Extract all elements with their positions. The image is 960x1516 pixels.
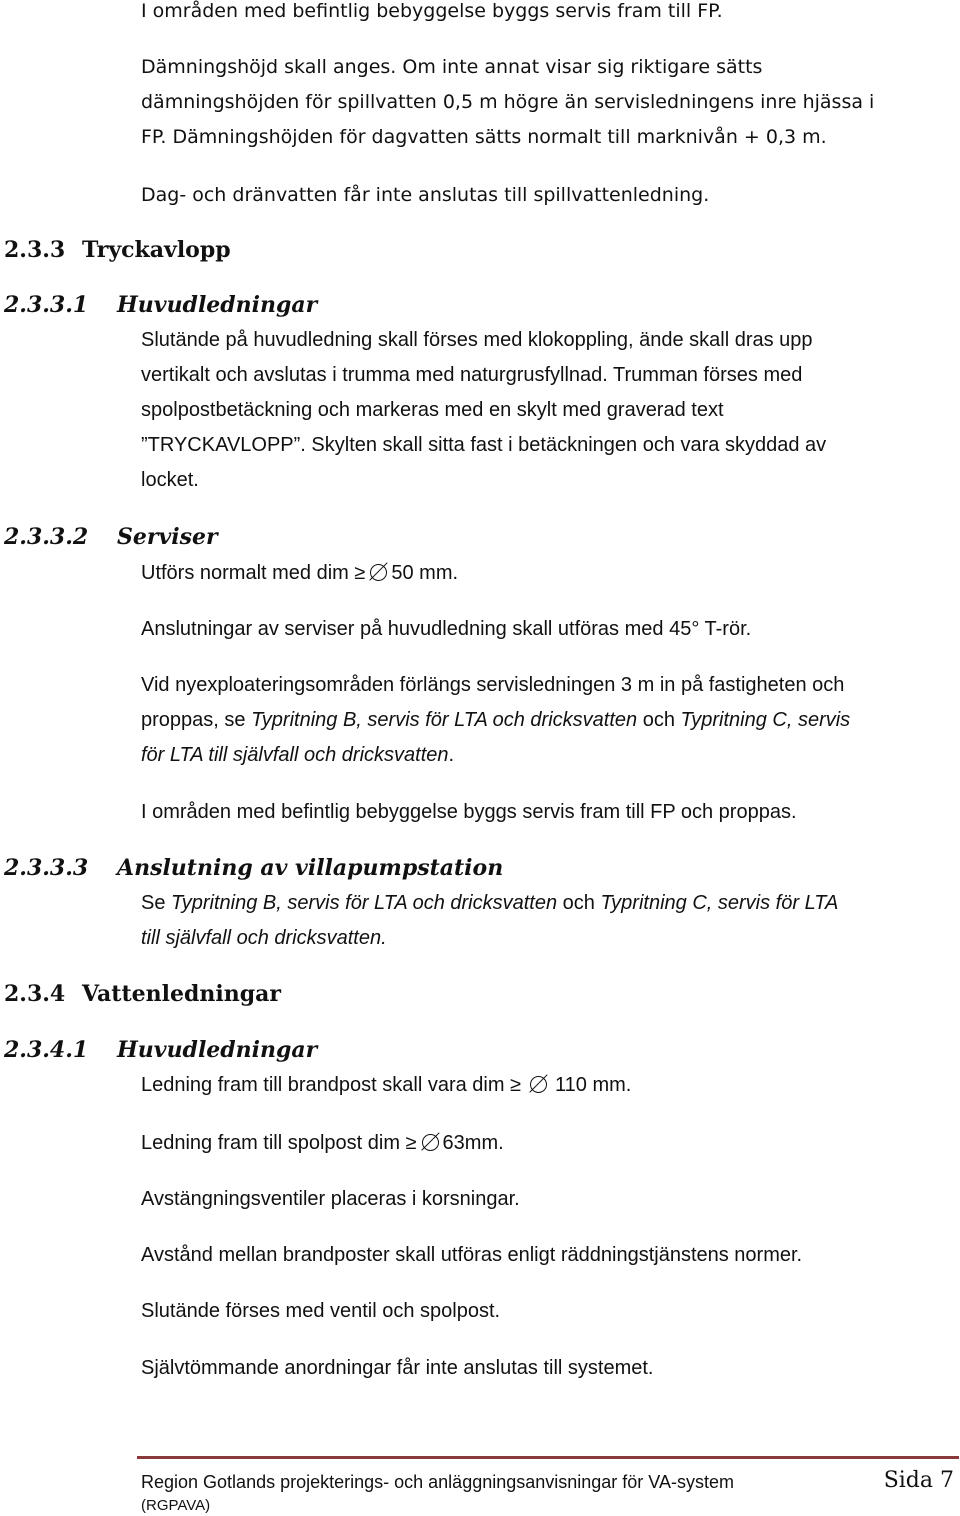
text-part: och	[637, 709, 681, 731]
heading-title: Serviser	[117, 524, 218, 550]
reference-typritning-c: Typritning C, servis för LTA	[600, 892, 839, 914]
paragraph-brandpost-dim	[141, 1068, 631, 1103]
paragraph-slutande-ventil: Slutände förses med ventil och spolpost.	[141, 1300, 501, 1322]
paragraph-slutande-l2: vertikalt och avslutas i trumma med naturgrusfyllnad. Trumman förses med	[141, 364, 803, 386]
heading-title: Tryckavlopp	[82, 237, 231, 263]
paragraph-slutande-l5: locket.	[141, 469, 199, 491]
paragraph-nyexploatering-l1: Vid nyexploateringsområden förlängs servisledningen 3 m in på fastigheten och	[141, 674, 845, 696]
paragraph-damning-l1: Dämningshöjd skall anges. Om inte annat visar sig riktigare sätts	[141, 56, 763, 78]
paragraph-slutande-l1: Slutände på huvudledning skall förses med klokoppling, ände skall dras upp	[141, 329, 813, 351]
text-part: 50 mm.	[391, 562, 459, 584]
heading-number: 2.3.3.3	[4, 855, 89, 881]
heading-number: 2.3.4	[4, 981, 66, 1007]
heading-number: 2.3.3.2	[4, 524, 89, 550]
diameter-icon	[529, 1075, 547, 1093]
paragraph-servis-fp: I områden med befintlig bebyggelse byggs servis fram till FP.	[141, 0, 723, 22]
text-part: och	[557, 892, 601, 914]
paragraph-se-typritning-l2: till självfall och dricksvatten.	[141, 927, 387, 949]
heading-number: 2.3.3.1	[4, 292, 89, 318]
heading-title: Anslutning av villapumpstation	[117, 855, 504, 881]
paragraph-sjalvtommande: Självtömmande anordningar får inte anslutas till systemet.	[141, 1357, 654, 1379]
text-part: proppas, se	[141, 709, 252, 731]
heading-number: 2.3.3	[4, 237, 66, 263]
heading-number: 2.3.4.1	[4, 1037, 89, 1063]
paragraph-anslutningar: Anslutningar av serviser på huvudledning skall utföras med 45° T-rör.	[141, 618, 752, 640]
paragraph-dagvatten: Dag- och dränvatten får inte anslutas till spillvattenledning.	[141, 184, 710, 206]
text-part: 110 mm.	[555, 1074, 632, 1096]
reference-typritning-c: Typritning C, servis	[680, 709, 851, 731]
paragraph-se-typritning-l1	[141, 886, 838, 921]
text-part: Utförs normalt med dim ≥	[141, 562, 366, 584]
paragraph-slutande-l4: ”TRYCKAVLOPP”. Skylten skall sitta fast i betäckningen och vara skyddad av	[141, 434, 827, 456]
text-part: Ledning fram till spolpost dim ≥	[141, 1132, 417, 1154]
paragraph-proppas: I områden med befintlig bebyggelse byggs servis fram till FP och proppas.	[141, 801, 797, 823]
heading-title: Vattenledningar	[82, 981, 281, 1007]
text-part: Ledning fram till brandpost skall vara dim ≥	[141, 1074, 522, 1096]
paragraph-dim-50	[141, 556, 458, 591]
text-part: Se	[141, 892, 172, 914]
reference-typritning-c-cont: för LTA till självfall och dricksvatten	[141, 744, 449, 766]
footer-subtitle: (RGPAVA)	[141, 1497, 211, 1514]
paragraph-nyexploatering-l3	[141, 738, 454, 773]
paragraph-damning-l3: FP. Dämningshöjden för dagvatten sätts normalt till marknivån + 0,3 m.	[141, 126, 827, 148]
text-part: 63mm.	[442, 1132, 504, 1154]
text-part: .	[448, 744, 455, 766]
diameter-icon	[421, 1133, 439, 1151]
footer-title: Region Gotlands projekterings- och anläggningsanvisningar för VA-system	[141, 1472, 734, 1492]
heading-title: Huvudledningar	[117, 292, 318, 318]
heading-title: Huvudledningar	[117, 1037, 318, 1063]
paragraph-avstangningsventiler: Avstängningsventiler placeras i korsningar.	[141, 1188, 520, 1210]
paragraph-slutande-l3: spolpostbetäckning och markeras med en skylt med graverad text	[141, 399, 724, 421]
paragraph-avstand-brandposter: Avstånd mellan brandposter skall utföras enligt räddningstjänstens normer.	[141, 1244, 803, 1266]
reference-typritning-b: Typritning B, servis för LTA och dricksvatten	[251, 709, 638, 731]
page-number: Sida 7	[883, 1468, 954, 1493]
paragraph-nyexploatering-l2	[141, 703, 850, 738]
paragraph-spolpost-dim	[141, 1126, 504, 1161]
footer-rule	[137, 1456, 959, 1459]
diameter-icon	[369, 563, 387, 581]
paragraph-damning-l2: dämningshöjden för spillvatten 0,5 m högre än servisledningens inre hjässa i	[141, 91, 875, 113]
reference-typritning-b: Typritning B, servis för LTA och dricksvatten	[171, 892, 558, 914]
